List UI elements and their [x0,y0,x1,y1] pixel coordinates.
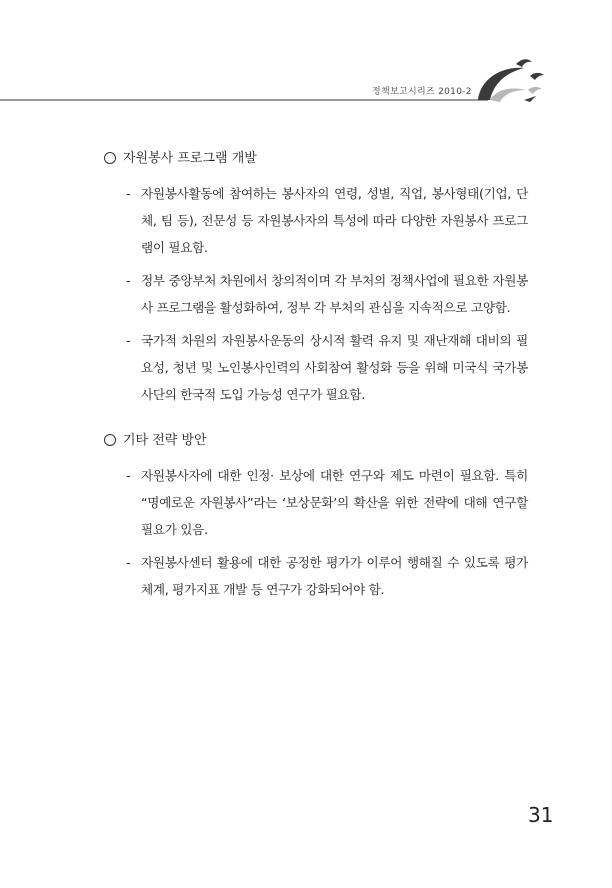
list-item-text: 자원봉사자에 대한 인정· 보상에 대한 연구와 제도 마련이 필요함. 특히 “명예로운 자원봉사”라는 ‘보상문화’의 확산을 위한 전략에 대해 연구할 필요가 있음. [141,468,528,537]
bullet-list [98,180,528,408]
section-title-text: 자원봉사 프로그램 개발 [123,151,257,166]
dash-bullet: - [126,273,131,288]
bird-wave-logo-icon [470,56,550,108]
page-header [0,0,612,110]
series-label: 정책보고시리즈 2010-2 [372,87,472,97]
list-item [98,180,528,261]
section-title [98,428,528,454]
list-item-text: 자원봉사활동에 참여하는 봉사자의 연령, 성별, 직업, 봉사형태(기업, 단체, 팀 등), 전문성 등 자원봉사자의 특성에 따라 다양한 자원봉사 프로그램이 필요함. [141,186,528,255]
dash-bullet: - [126,186,131,201]
list-item [98,462,528,543]
page-number: 31 [528,803,554,827]
section-title-text: 기타 전략 방안 [123,433,207,448]
section-title [98,146,528,172]
list-item [98,327,528,408]
list-item-text: 국가적 차원의 자원봉사운동의 상시적 활력 유지 및 재난재해 대비의 필요성, 청년 및 노인봉사인력의 사회참여 활성화 등을 위해 미국식 국가봉사단의 한국적 도입 가능성 연구가 필요함. [141,333,528,402]
list-item [98,267,528,321]
dash-bullet: - [126,555,131,570]
main-content [98,146,528,609]
bullet-list [98,462,528,603]
circle-bullet-icon [104,434,116,446]
list-item-text: 자원봉사센터 활용에 대한 공정한 평가가 이루어 행해질 수 있도록 평가체계, 평가지표 개발 등 연구가 강화되어야 함. [141,555,528,597]
section-volunteer-program [98,146,528,408]
dash-bullet: - [126,468,131,483]
list-item-text: 정부 중앙부처 차원에서 창의적이며 각 부처의 정책사업에 필요한 자원봉사 프로그램을 활성화하여, 정부 각 부처의 관심을 지속적으로 고양함. [141,273,528,315]
dash-bullet: - [126,333,131,348]
circle-bullet-icon [104,152,116,164]
section-other-strategies [98,428,528,603]
header-rule [0,99,488,101]
list-item [98,549,528,603]
